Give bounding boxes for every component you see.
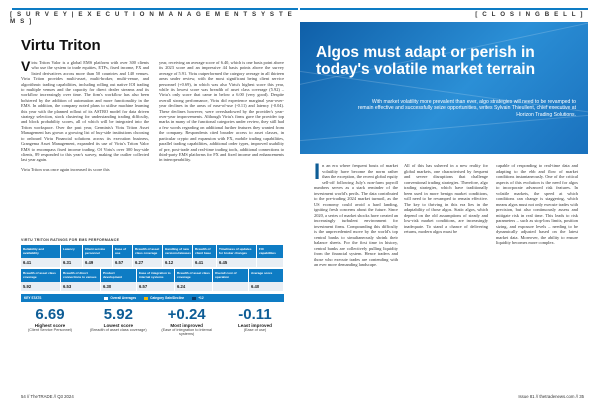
legend-swatch	[192, 297, 196, 300]
stat-label: Highest score	[34, 323, 66, 328]
stat-most-improved	[158, 306, 216, 336]
body-paragraph: All of this has ushered in a new reality for global markets, one characterised by frequent and severe disruptions that challenge conventional trading strategies. Therefore, algo trading strategies, which have traditionally been used in more benign market conditions, will need to be revamped to remain effective. The key to thriving in this era lies in the adaptability of those algos. Static algos, which depend on the old assumptions of steady and low-risk market conditions, are increasingly inadequate. To stand a chance of delivering returns, modern algos must be	[404, 163, 488, 234]
table-cell: 6.57	[137, 282, 175, 291]
table-cell: 6.57	[113, 258, 133, 267]
table-title: VIRTU TRITON RATINGS FOR EMS PERFORMANCE	[21, 238, 120, 242]
table-header: Product development	[101, 269, 137, 282]
stat-least-improved	[226, 306, 284, 336]
legend-label: Overall Averages	[110, 296, 137, 300]
body-column-3	[496, 163, 578, 246]
table-cell: 6.30	[101, 282, 137, 291]
legend-average	[192, 296, 203, 300]
stat-sub: (Ease of integration to internal systems)	[161, 328, 212, 336]
table-header: Reliability and availability	[21, 245, 61, 258]
hero-subtitle: With market volatility more prevalent than ever, algo strategies will need to be revamped to remain effective and successfully seize opportunities, writes Sylvain Thieullent, chief executive at Horizon Trading Solutions.	[357, 99, 576, 118]
table-cell: 6.41	[21, 258, 61, 267]
table-row	[21, 258, 284, 267]
dropcap: I	[314, 159, 321, 184]
table-cell: 6.53	[61, 282, 101, 291]
stat-sub: (Client Service Personnel)	[27, 328, 73, 332]
table-header: Timeliness of updates for broker changes	[217, 245, 257, 258]
table-header: Breadth of client base	[193, 245, 217, 258]
stat-sub: (Breadth of asset class coverage)	[90, 328, 147, 332]
table-header: Ease of use	[113, 245, 133, 258]
body-paragraph: year, receiving an average score of 6.40, which is one basis point above its 2023 score and an impressive 44 basis points above the survey average of 5.91. Virtu outperformed the category average in all thirteen areas under review, with the most significant being client service personnel (+0.69), in which was also Virtu's highest score this year, while its lowest score was breadth of asset class coverage (5.92) – Virtu's only score that came in below a 6.00 (very good). Despite overall strong performance, Virtu did experience marginal year-over-year declines in the areas of ease-of-use (-0.11) and latency (-0.04). These declines however, were overshadowed by the provider's year-over-year improvements. Although Virtu's firms gave the provider top marks in many of the functional categories under review, they still had a few words regarding on additional further features they wanted from the company. Respondents cited broader access to asset classes, in particular crypto and expansion with FX, mobile trading capabilities, parallel trading capabilities, additional order types, improved usability of pre, post-trade and real-time trading tools, additional connections to third-party EMS platforms for FX and fixed income and enhancements in interoperability.	[159, 60, 284, 163]
table-header: FIX capabilities	[257, 245, 284, 258]
legend-swatch	[104, 297, 108, 300]
table-cell: 6.31	[61, 258, 83, 267]
table-header: Breadth of asset class coverage	[133, 245, 163, 258]
body-column-1	[314, 159, 398, 268]
table-cell: 6.41	[193, 258, 217, 267]
stat-label: Lowest score	[103, 323, 133, 328]
body-column-2	[159, 60, 284, 163]
stat-number: 5.92	[103, 306, 133, 323]
table-cell: 6.49	[83, 258, 113, 267]
stat-lowest	[89, 306, 147, 336]
table-cell: 6.24	[175, 282, 213, 291]
stat-number: 6.69	[35, 306, 65, 323]
key-stats-bar	[21, 294, 284, 302]
legend-category	[144, 296, 184, 300]
hero-title: Algos must adapt or perish in today's volatile market terrain	[316, 44, 536, 78]
ratings-table	[21, 238, 284, 378]
table-header: Overall cost of operation	[213, 269, 249, 282]
stat-label: Most improved	[170, 323, 203, 328]
legend-label: Category Gain/Decline	[150, 296, 185, 300]
right-page	[300, 0, 600, 404]
body-paragraph: irtu Triton Valor is a global EMS platform with over 300 clients who use the system to trade equities, ETFs, fixed income, FX and listed derivatives across more than 50 countries and 140 venues. Virtu Triton provides multi-asset, multi-broker, multi-venue, and algorithmic trading capabilities, including rolling out native IOI trading to multiple venues and the capacity for direct dealer streams and its workflow increasingly over time. The firm's workflow has also been bolstered by the addition of automation and more functionality in the EMS. In addition, the company noted plans to utilise machine learning this year with the planned rollout of its ASTRO model for data driven strategy selection, stock clustering for understanding trading difficulty, and block probability scores, all of which will be integrated into the Triton workspace. Over the past year, Germinis's Virtu Triton Asset Management has grown a growing list of buy-side institutions choosing to onboard Virtu Financial solutions across its execution business, Grangema Asset Management, expanded its use of Virtu's Triton Valor EMS to encompass fixed income trading. Of Virtu's over 300 buy-side clients, 89 responded to this year's survey, making the outlier collected last year again.	[21, 60, 149, 163]
section-label: [ S U R V E Y | E X E C U T I O N M A N A G E M E N T S Y S T E M S ]	[10, 11, 294, 25]
table-header: Breadth of asset class coverage	[21, 269, 61, 282]
table-header: Breadth of asset class coverage	[175, 269, 213, 282]
body-paragraph: Virtu Triton was once again increased its score this	[21, 166, 110, 172]
table-header: Ease of integration to internal systems	[137, 269, 175, 282]
key-stats-label: KEY STATS	[24, 296, 42, 300]
table-cell	[213, 282, 249, 291]
stat-sub: (Ease of use)	[243, 328, 267, 332]
table-cell: 6.27	[133, 258, 163, 267]
stat-number: -0.11	[238, 306, 272, 323]
table-cell: 6.45	[217, 258, 257, 267]
table-header: Client service personnel	[83, 245, 113, 258]
body-paragraph: capable of responding to real-time data and adapting to the ebb and flow of market conditions instantaneously. One of the critical aspects of this evolution is the need for algos to incorporate advanced risk features. In volatile markets, the speed at which conditions can change is staggering, which means algos must not only execute trades with precision, but also continuously assess and mitigate risk in real time. This leads to risk parameters – such as stop-loss limits, position sizing, and exposure levels – needing to be dynamically adjusted based on the latest market data. Moreover, the ability to ensure liquidity becomes more complex.	[496, 163, 578, 245]
table-cell: 5.92	[21, 282, 61, 291]
table-header-row	[21, 269, 284, 282]
body-column-1	[21, 60, 149, 172]
table-header-row	[21, 245, 284, 258]
table-row	[21, 282, 284, 291]
body-column-2	[404, 163, 488, 235]
table-header: Handling of new versions/releases	[163, 245, 193, 258]
stat-number: +0.24	[167, 306, 206, 323]
table-header: Average score	[249, 269, 284, 282]
legend-overall	[104, 296, 136, 300]
hero-banner	[300, 22, 588, 154]
section-label: [ C L O S I N G B E L L ]	[475, 11, 584, 18]
table-cell: 6.40	[249, 282, 284, 291]
page-footer: Issue 81 // thetradenews.com // 35	[518, 394, 584, 399]
stat-highest	[21, 306, 79, 336]
page-footer: 54 // TheTRADE // Q3 2024	[21, 394, 74, 399]
stat-label: Least improved	[238, 323, 272, 328]
table-header: Latency	[61, 245, 83, 258]
body-paragraph: n an era where frequent bouts of market volatility have become the norm rather than the exception, the recent global equity sell-off following July's non-farm payroll numbers serves as a stark reminder of the investment world's perils. The data contributed to the pre-trading 2024 market turmoil, as the US economy could avoid a hard landing, igniting fresh concerns about the future. Since 2020, a series of market shocks have created an increasingly turbulent environment for investment firms. Compounding this difficulty is the unprecedented move by the world's top central banks to simultaneously shrink their balance sheets. For the first time in history, central banks are collectively pulling liquidity from the financial system. Hence traders and those who execute trades are contending with an ever more demanding landscape.	[314, 163, 398, 267]
key-stats	[21, 306, 284, 336]
legend-swatch	[144, 297, 148, 300]
table-cell: 6.12	[163, 258, 193, 267]
article-title: Virtu Triton	[21, 37, 101, 54]
dropcap: V	[21, 58, 31, 74]
table-cell	[257, 258, 284, 267]
legend-label: +12	[198, 296, 204, 300]
table-header: Breadth of direct connections to venues	[61, 269, 101, 282]
